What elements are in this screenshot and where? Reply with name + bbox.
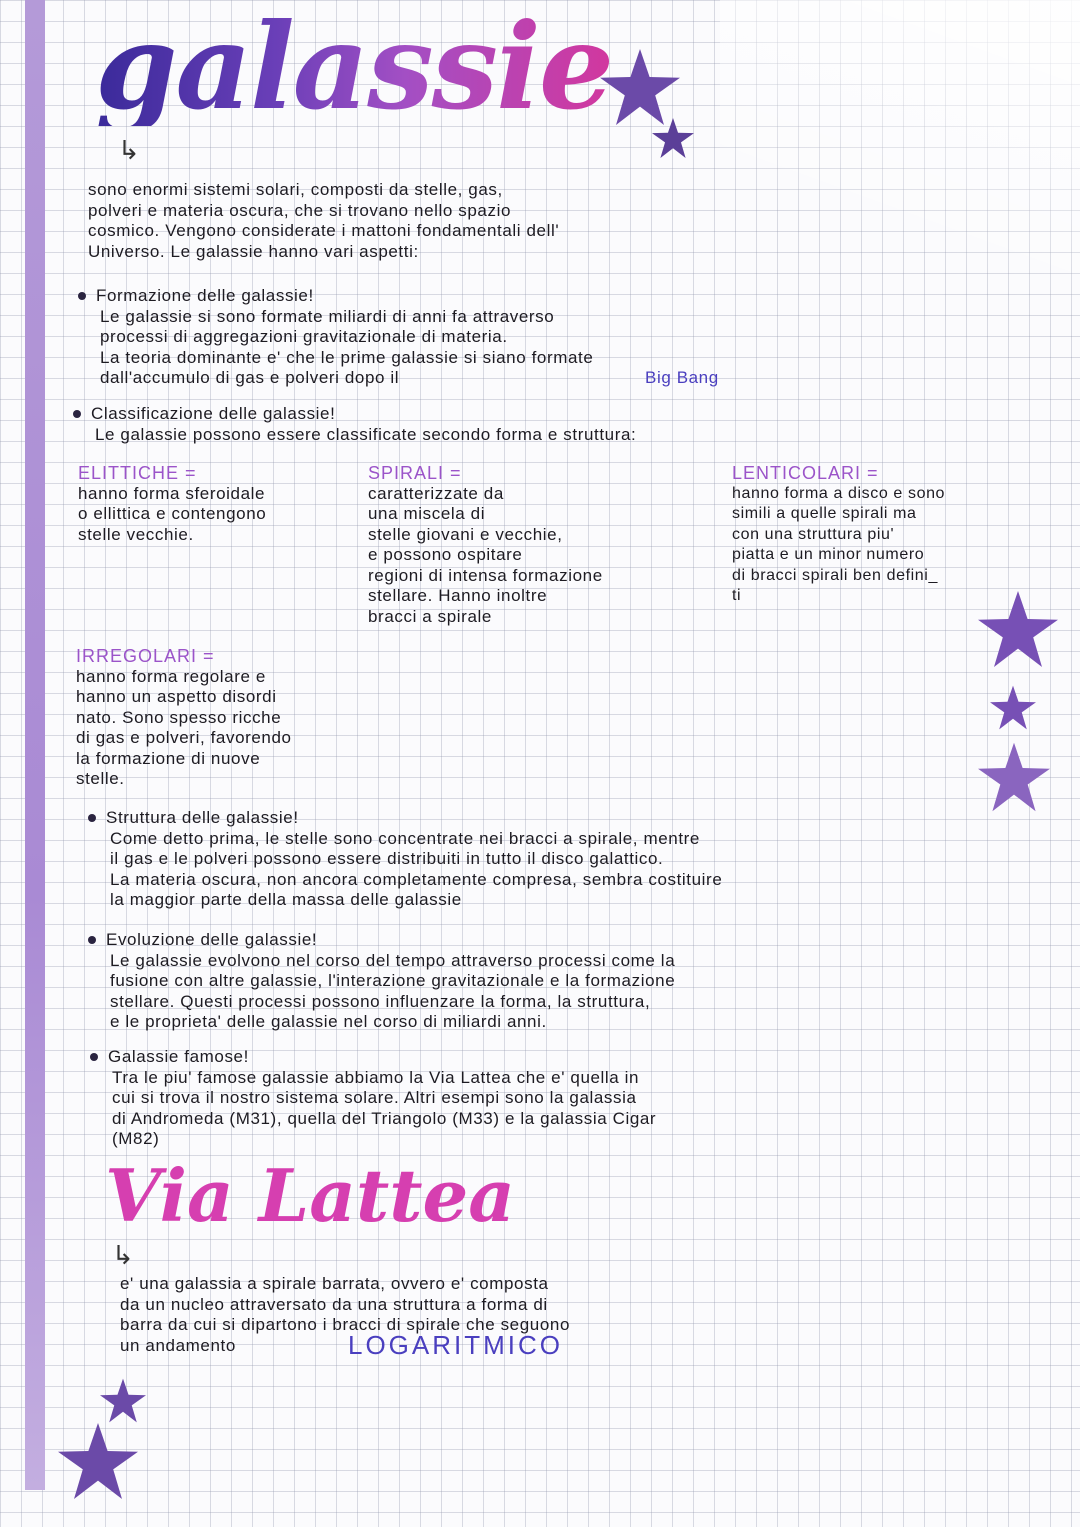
type-label: ELITTICHE = — [78, 463, 197, 483]
text-line: e' una galassia a spirale barrata, ovvero e' composta — [120, 1274, 549, 1293]
text-line: con una struttura piu' — [732, 525, 895, 543]
section-body — [95, 425, 636, 446]
star-icon — [990, 685, 1036, 730]
text-line: hanno forma regolare e — [76, 666, 266, 686]
star-icon — [978, 742, 1050, 812]
text-line: polveri e materia oscura, che si trovano nello spazio — [88, 200, 511, 220]
arrow-icon: ↳ — [118, 135, 140, 165]
text-line: stellare. Hanno inoltre — [368, 586, 548, 605]
via-lattea-paragraph — [120, 1274, 570, 1360]
star-icon — [978, 590, 1058, 668]
margin-stripe — [25, 0, 45, 1490]
section-famous — [108, 1047, 657, 1150]
text-line: o ellittica e contengono — [78, 504, 267, 523]
text-line: cosmico. Vengono considerate i mattoni fondamentali dell' — [88, 221, 560, 240]
section-structure — [106, 808, 723, 911]
type-label: SPIRALI = — [368, 463, 462, 483]
text-line: e le proprieta' delle galassie nel corso di miliardi anni. — [110, 1012, 547, 1031]
text-line: Come detto prima, le stelle sono concentrate nei bracci a spirale, mentre — [110, 828, 700, 848]
text-line: di bracci spirali ben defini_ — [732, 566, 938, 584]
text-line: di Andromeda (M31), quella del Triangolo (M33) e la galassia Cigar — [112, 1108, 657, 1128]
text-line: Le galassie possono essere classificate secondo forma e struttura: — [95, 424, 637, 444]
text-line: piatta e un minor numero — [732, 546, 925, 563]
text-line: hanno forma a disco e sono — [732, 484, 946, 502]
bullet-icon — [73, 410, 81, 418]
text-line: caratterizzate da — [368, 483, 504, 503]
star-icon — [100, 1378, 146, 1423]
type-spirali — [368, 463, 603, 627]
text-line: ti — [732, 587, 742, 604]
intro-paragraph — [88, 180, 559, 262]
section-evolution — [106, 930, 676, 1033]
text-line: dall'accumulo di gas e polveri dopo il — [100, 368, 400, 387]
text-line: stellare. Questi processi possono influenzare la forma, la struttura, — [110, 991, 651, 1011]
text-line: sono enormi sistemi solari, composti da stelle, gas, — [88, 180, 503, 199]
section-body — [110, 951, 675, 1033]
text-line: la formazione di nuove — [76, 748, 261, 768]
bullet-icon — [78, 292, 86, 300]
text-line: simili a quelle spirali ma — [732, 505, 917, 522]
type-body — [76, 667, 292, 790]
text-line: La materia oscura, non ancora completamente compresa, sembra costituire — [110, 869, 723, 889]
section-body — [100, 307, 593, 389]
text-line: stelle vecchie. — [78, 524, 194, 544]
bullet-icon — [88, 936, 96, 944]
big-bang-highlight: Big Bang — [645, 368, 719, 387]
text-line: da un nucleo attraversato da una struttura a forma di — [120, 1294, 548, 1314]
type-irregolari — [76, 646, 292, 790]
type-label: LENTICOLARI = — [732, 463, 879, 483]
text-line: La teoria dominante e' che le prime galassie si siano formate — [100, 347, 594, 367]
text-line: hanno forma sferoidale — [78, 483, 266, 503]
text-line: (M82) — [112, 1129, 160, 1148]
page-fold — [720, 0, 1080, 330]
text-line: Le galassie si sono formate miliardi di anni fa attraverso — [100, 306, 555, 326]
section-heading: Classificazione delle galassie! — [91, 404, 336, 423]
text-line: Universo. Le galassie hanno vari aspetti: — [88, 241, 419, 261]
type-body — [78, 484, 266, 546]
type-elittiche — [78, 463, 266, 545]
text-line: stelle giovani e vecchie, — [368, 524, 563, 544]
text-line: e possono ospitare — [368, 545, 523, 564]
text-line: un andamento — [120, 1335, 236, 1355]
text-line: regioni di intensa formazione — [368, 565, 603, 585]
text-line: barra da cui si dipartono i bracci di spirale che seguono — [120, 1315, 570, 1334]
text-line: Tra le piu' famose galassie abbiamo la Via Lattea che e' quella in — [112, 1067, 640, 1087]
section-body — [110, 829, 722, 911]
type-body — [368, 484, 603, 628]
section-heading: Struttura delle galassie! — [106, 808, 299, 827]
bullet-icon — [88, 814, 96, 822]
text-line: nato. Sono spesso ricche — [76, 707, 282, 727]
section-classification — [91, 404, 637, 445]
bullet-icon — [90, 1053, 98, 1061]
text-line: Le galassie evolvono nel corso del tempo attraverso processi come la — [110, 950, 676, 970]
logaritmico-highlight: LOGARITMICO — [348, 1330, 564, 1360]
text-line: una miscela di — [368, 504, 486, 523]
via-lattea-title: Via Lattea — [105, 1153, 515, 1238]
text-line: la maggior parte della massa delle galassie — [110, 890, 462, 909]
type-label: IRREGOLARI = — [76, 646, 215, 666]
section-heading: Evoluzione delle galassie! — [106, 930, 318, 949]
text-line: cui si trova il nostro sistema solare. Altri esempi sono la galassia — [112, 1088, 637, 1107]
text-line: processi di aggregazioni gravitazionale di materia. — [100, 327, 508, 346]
text-line: hanno un aspetto disordi — [76, 687, 277, 706]
text-line: fusione con altre galassie, l'interazione gravitazionale e la formazione — [110, 971, 676, 990]
text-line: stelle. — [76, 769, 125, 788]
type-lenticolari — [732, 463, 945, 607]
star-icon — [652, 118, 694, 158]
arrow-icon: ↳ — [112, 1240, 134, 1270]
section-heading: Formazione delle galassie! — [96, 286, 314, 305]
text-line: bracci a spirale — [368, 606, 492, 626]
page-title: galassie — [95, 0, 613, 136]
section-heading: Galassie famose! — [108, 1047, 249, 1066]
text-line: il gas e le polveri possono essere distribuiti in tutto il disco galattico. — [110, 849, 664, 868]
section-formation — [96, 286, 719, 389]
star-icon — [600, 48, 680, 126]
text-line: di gas e polveri, favorendo — [76, 728, 292, 747]
section-body — [112, 1068, 656, 1150]
type-body — [732, 484, 945, 607]
star-icon — [58, 1422, 138, 1500]
